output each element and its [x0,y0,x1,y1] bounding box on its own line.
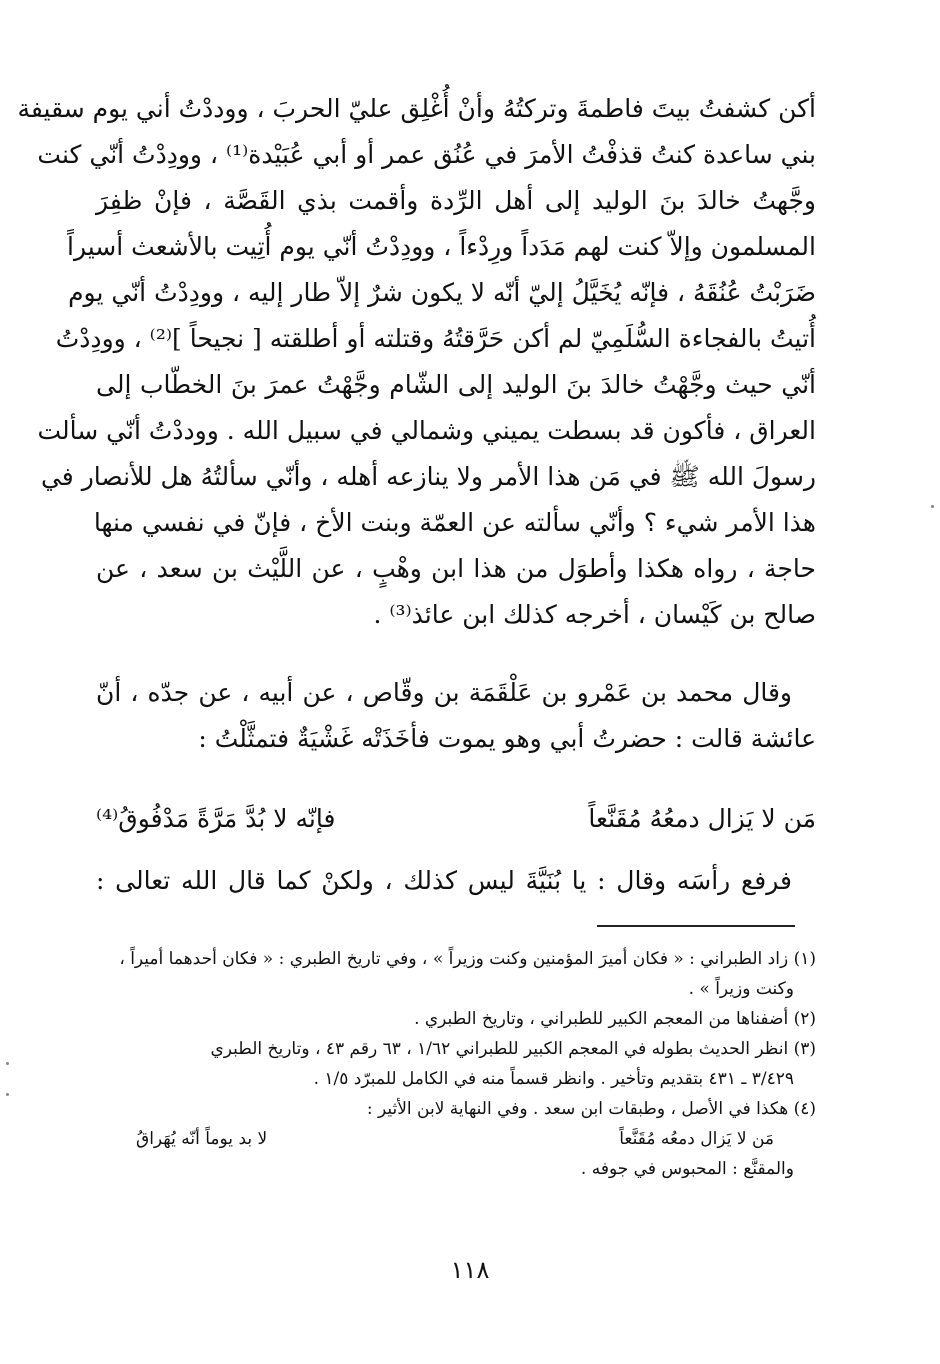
text-line: المسلمون وإلاّ كنت لهم مَدَداً ورِدْءاً ، وودِدْتُ أنّي يوم أُتِيت بالأشعث أسيراً [67,232,816,261]
verse-first-hemistich: مَن لا يَزال دمعُهُ مُقَنَّعاً [588,804,816,833]
footnote-verse-second: لا بد يوماً أنّه يُهَراقُ [136,1129,268,1149]
footnote-1: (١) زاد الطبراني : « فكان أميرَ المؤمنين وكنت وزيراً » ، وفي تاريخ الطبري : « فكان أحدهما أميراً ، [119,949,816,969]
text-line: هذا الأمر شيء ؟ وأنّي سألته عن العمّة وبنت الأخ ، فإنّ في نفسي منها [93,508,816,537]
scan-speck [6,1093,9,1096]
text-line: وجَّهتُ خالدَ بنَ الوليد إلى أهل الرِّدة وأقمت بذي القَصَّة ، فإنْ ظفِرَ [96,186,816,215]
page-number: ١١٨ [450,1256,490,1284]
footnote-4-verse [136,1124,774,1154]
poetry-verse [96,794,816,844]
text-line: عائشة قالت : حضرتُ أبي وهو يموت فأخَذَتْه غَشْيَةٌ فتمثَّلْتُ : [198,724,816,753]
text-line: بني ساعدة كنتُ قذفْتُ الأمرَ في عُنُق عمر أو أبي عُبَيْدة⁽¹⁾ ، وودِدْتُ أنّي كنت [37,140,816,169]
footnote-4-gloss: والمقنَّع : المحبوس في جوفه . [580,1159,794,1179]
footnote-3-continued: ٣/٤٢٩ ـ ٤٣١ بتقديم وتأخير . وانظر قسماً منه في الكامل للمبرّد ١/٥ . [313,1069,794,1089]
verse-second-hemistich: فإنّه لا بُدَّ مَرَّةً مَدْفُوقُ⁽⁴⁾ [96,804,336,833]
text-line: حاجة ، رواه هكذا وأطوَل من هذا ابن وهْبٍ ، عن اللَّيْث بن سعد ، عن [96,554,816,583]
scan-speck [931,505,934,508]
text-line: العراق ، فأكون قد بسطت يميني وشمالي في سبيل الله . ووددْتُ أنّي سألت [37,416,816,445]
main-paragraph [17,86,816,638]
text-line: فرفع رأسَه وقال : يا بُنَيَّةَ ليس كذلك ، ولكنْ كما قال الله تعالى : [96,866,792,895]
text-line: وقال محمد بن عَمْرو بن عَلْقَمَة بن وقّاص ، عن أبيه ، عن جدّه ، أنّ [96,678,792,707]
footnote-2: (٢) أضفناها من المعجم الكبير للطبراني ، وتاريخ الطبري . [414,1009,816,1029]
footnotes [96,944,816,1184]
scan-speck [6,1062,9,1065]
text-line: أُتيتُ بالفجاءة السُّلَمِيّ لم أكن حَرَّقتُهُ وقتلته أو أطلقته [ نجيحاً ]⁽²⁾ ، وودِدْتُ [55,324,816,353]
text-line: أنّي حيث وجَّهْتُ خالدَ بنَ الوليد إلى الشّام وجَّهْتُ عمرَ بنَ الخطّاب إلى [96,370,816,399]
text-line: ضَرَبْتُ عُنُقَهُ ، فإنّه يُخَيَّلُ إليّ أنّه لا يكون شرٌ إلاّ طار إليه ، وودِدْتُ أنّي يوم [68,278,816,307]
closing-line [96,858,816,904]
footnote-3: (٣) انظر الحديث بطوله في المعجم الكبير للطبراني ١/٦٢ ، ٦٣ رقم ٤٣ ، وتاريخ الطبري [210,1039,816,1059]
text-line: أكن كشفتُ بيتَ فاطمةَ وتركتُهُ وأنْ أُغْلِق عليّ الحربَ ، ووددْتُ أني يوم سقيفة [17,94,816,123]
footnote-separator [597,925,795,927]
footnote-1-continued: وكنت وزيراً » . [688,979,794,999]
footnote-verse-first: مَن لا يَزال دمعُه مُقَنَّعاً [619,1129,774,1149]
text-line: صالح بن كَيْسان ، أخرجه كذلك ابن عائذ⁽³⁾ . [373,600,816,629]
text-line: رسولَ الله ﷺ في مَن هذا الأمر ولا ينازعه أهله ، وأنّي سألتُهُ هل للأنصار في [40,462,816,491]
footnote-4: (٤) هكذا في الأصل ، وطبقات ابن سعد . وفي النهاية لابن الأثير : [366,1099,816,1119]
second-paragraph [96,670,816,762]
